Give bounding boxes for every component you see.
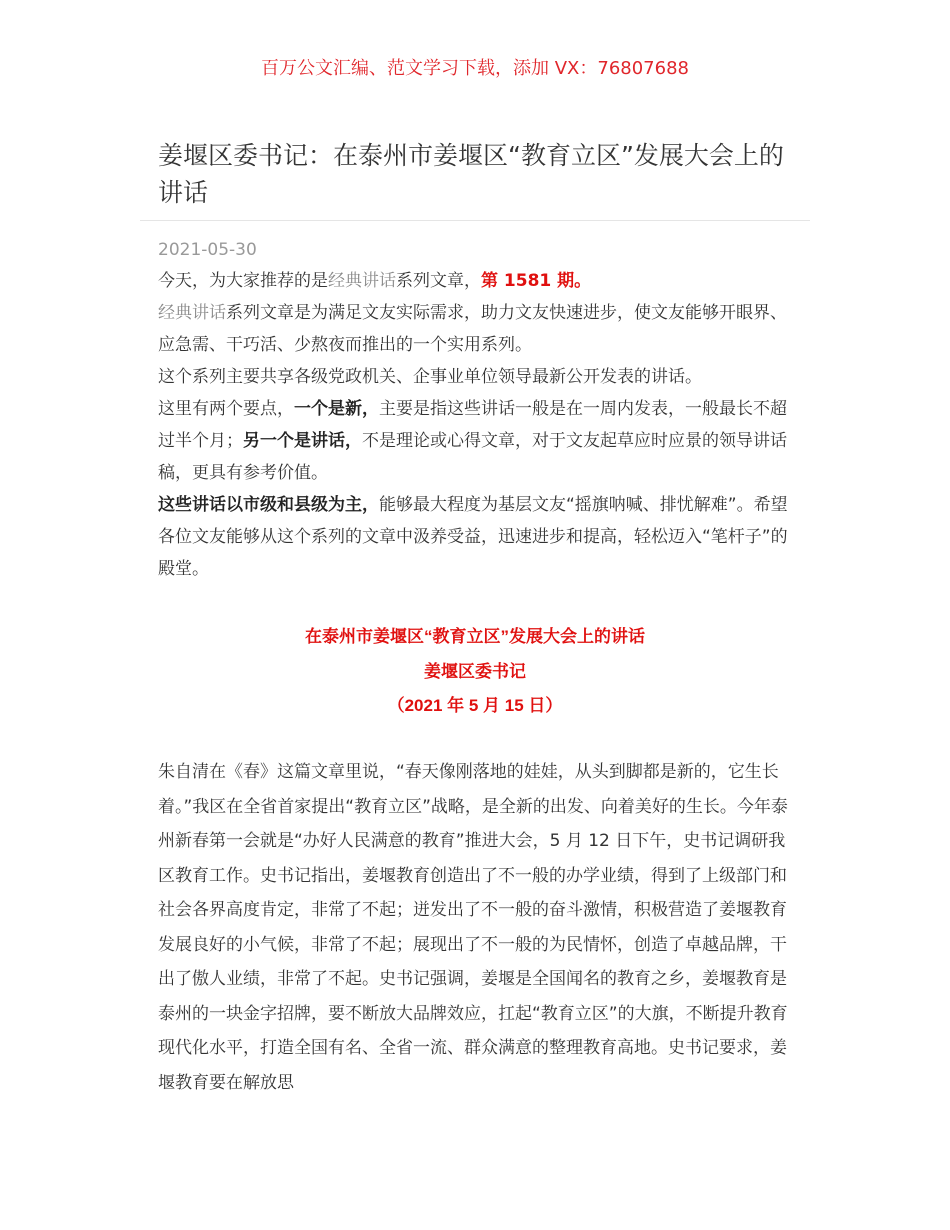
intro-paragraph-3: 这个系列主要共享各级党政机关、企事业单位领导最新公开发表的讲话。 [158,367,702,387]
intro-paragraph-4 [158,393,798,489]
intro-paragraph-5 [158,489,798,585]
intro-text: 这里有两个要点， [158,399,294,419]
intro-text: 系列文章是为满足文友实际需求，助力文友快速进步，使文友能够开眼界、应急需、干巧活、少熬夜而推出的一个实用系列。 [158,303,787,355]
issue-number: 第 1581 期。 [481,271,592,291]
speech-title: 在泰州市姜堰区“教育立区”发展大会上的讲话 [305,627,645,646]
emphasis-text: 这些讲话以市级和县级为主， [158,495,379,515]
title-divider [140,220,810,221]
promo-banner: 百万公文汇编、范文学习下载，添加 VX：76807688 [261,58,689,79]
intro-text: 今天，为大家推荐的是 [158,271,328,291]
intro-text: 主要是指这些讲话一般是在一周内发表，一般最长不超过半个月； [158,399,787,451]
intro-paragraph-2 [158,297,798,361]
speech-body-paragraph: 朱自清在《春》这篇文章里说，“春天像刚落地的娃娃，从头到脚都是新的，它生长着。”我区在全省首家提出“教育立区”战略，是全新的出发、向着美好的生长。今年泰州新春第一会就是“办好人民满意的教育”推进大会，5 月 12 日下午，史书记调研我区教育工作。史书记指出，姜堰教育创造出了不一般的办学业绩，得到了上级部门和社会各界高度肯定，非常了不起；迸发出了不一般的奋斗激情，积极营造了姜堰教育发展良好的小气候，非常了不起；展现出了不一般的为民情怀，创造了卓越品牌，干出了傲人业绩，非常了不起。史书记强调，姜堰是全国闻名的教育之乡，姜堰教育是泰州的一块金字招牌，要不断放大品牌效应，扛起“教育立区”的大旗，不断提升教育现代化水平，打造全国有名、全省一流、群众满意的整理教育高地。史书记要求，姜堰教育要在解放思 [158,762,788,1093]
intro-section [158,265,798,585]
speech-date: （2021 年 5 月 15 日） [387,696,563,715]
emphasis-text: 一个是新， [294,399,379,419]
intro-paragraph-1 [158,265,798,297]
publish-date: 2021-05-30 [158,240,257,260]
intro-text: 能够最大程度为基层文友“摇旗呐喊、排忧解难”。希望各位文友能够从这个系列的文章中汲养受益，迅速进步和提高，轻松迈入“笔杆子”的殿堂。 [158,495,788,579]
intro-text: 系列文章， [396,271,481,291]
article-title: 姜堰区委书记：在泰州市姜堰区“教育立区”发展大会上的讲话 [158,141,784,207]
series-name: 经典讲话 [328,271,396,291]
series-name: 经典讲话 [158,303,226,323]
emphasis-text: 另一个是讲话， [243,431,362,451]
intro-text: 不是理论或心得文章，对于文友起草应时应景的领导讲话稿，更具有参考价值。 [158,431,787,483]
speech-heading [0,620,950,724]
speech-speaker: 姜堰区委书记 [424,661,526,681]
